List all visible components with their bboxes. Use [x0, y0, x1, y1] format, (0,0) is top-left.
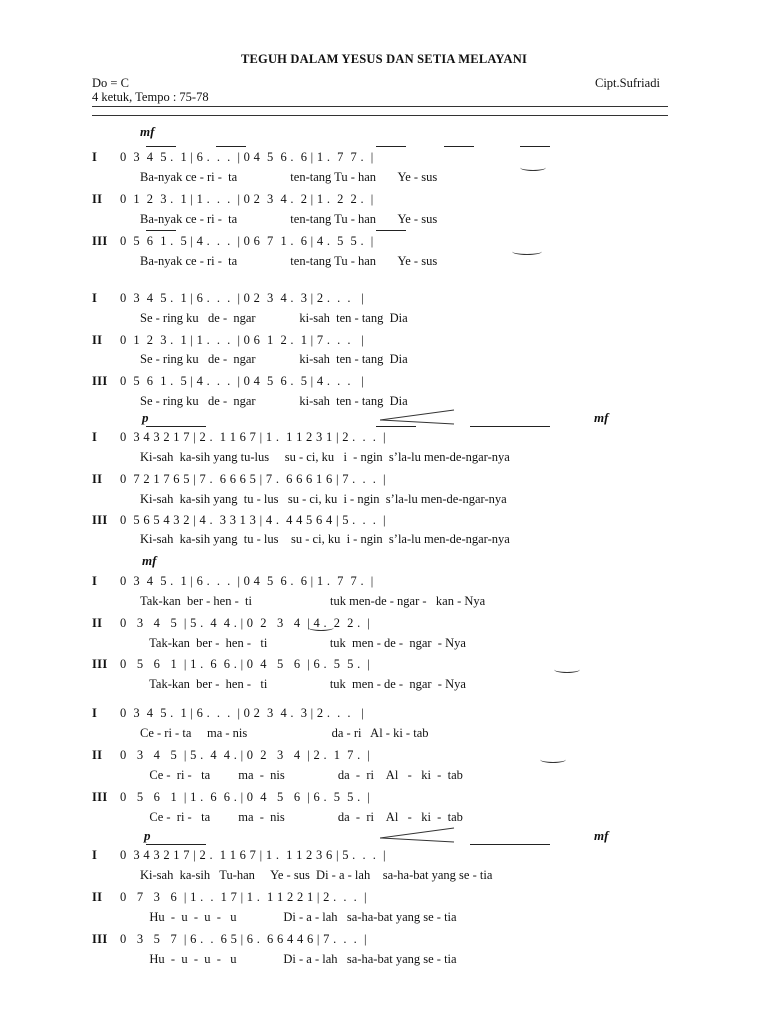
lyric-line: Tak-kan ber - hen - ti tuk men-de - ngar - kan - Nya	[140, 594, 486, 608]
beam-line	[146, 146, 176, 147]
dynamic-p: p	[144, 828, 151, 843]
dynamic-p: p	[142, 410, 149, 425]
slur-arc	[512, 248, 542, 255]
notation-row	[92, 472, 386, 487]
crescendo-hairpin	[380, 408, 456, 426]
notation-row	[92, 848, 386, 863]
slur-arc	[520, 164, 546, 171]
notation-row	[92, 192, 374, 207]
voice-label: I	[92, 291, 98, 305]
lyric-line: Se - ring ku de - ngar ki-sah ten - tang Dia	[140, 394, 408, 408]
voice-label: I	[92, 574, 98, 588]
lyric-line: Tak-kan ber - hen - ti tuk men - de - ngar - Nya	[140, 677, 466, 691]
beam-line	[470, 426, 550, 427]
dynamic-mf: mf	[142, 553, 157, 568]
dynamic-mf: mf	[594, 410, 609, 425]
dynamic-mf: mf	[594, 828, 609, 843]
beam-line	[146, 230, 176, 231]
crescendo-hairpin	[380, 826, 456, 844]
voice-label: III	[92, 657, 108, 671]
note-sequence: 0 5 6 5 4 3 2 | 4 . 3 3 1 3 | 4 . 4 4 5 6 4 | 5 . . . |	[120, 513, 386, 527]
notation-row	[92, 234, 374, 249]
lyric-line: Ki-sah ka-sih Tu-han Ye - sus Di - a - lah sa-ha-bat yang se - tia	[140, 868, 493, 882]
voice-label: I	[92, 150, 98, 164]
voice-label: II	[92, 616, 103, 630]
lyric-line: Tak-kan ber - hen - ti tuk men - de - ngar - Nya	[140, 636, 466, 650]
notation-row	[92, 430, 386, 445]
voice-label: II	[92, 192, 103, 206]
beam-line	[520, 146, 550, 147]
lyric-line: Ba-nyak ce - ri - ta ten-tang Tu - han Ye - sus	[140, 170, 438, 184]
notation-row	[92, 890, 367, 905]
note-sequence: 0 3 4 5 | 5 . 4 4 . | 0 2 3 4 | 4 . 2 2 . |	[120, 616, 371, 630]
voice-label: II	[92, 333, 103, 347]
lyric-line: Se - ring ku de - ngar ki-sah ten - tang Dia	[140, 311, 408, 325]
lyric-line: Ki-sah ka-sih yang tu-lus su - ci, ku i - ngin s’la-lu men-de-ngar-nya	[140, 450, 510, 464]
notation-row	[92, 790, 370, 805]
beam-line	[146, 426, 206, 427]
note-sequence: 0 3 4 5 . 1 | 6 . . . | 0 2 3 4 . 3 | 2 . . . |	[120, 706, 364, 720]
note-sequence: 0 3 4 3 2 1 7 | 2 . 1 1 6 7 | 1 . 1 1 2 3 6 | 5 . . . |	[120, 848, 386, 862]
beam-line	[376, 146, 406, 147]
note-sequence: 0 1 2 3 . 1 | 1 . . . | 0 2 3 4 . 2 | 1 . 2 2 . |	[120, 192, 374, 206]
lyric-line: Ba-nyak ce - ri - ta ten-tang Tu - han Ye - sus	[140, 254, 438, 268]
lyric-line: Hu - u - u - u Di - a - lah sa-ha-bat yang se - tia	[140, 952, 457, 966]
note-sequence: 0 5 6 1 | 1 . 6 6 . | 0 4 5 6 | 6 . 5 5 . |	[120, 790, 371, 804]
notation-row	[92, 657, 370, 672]
notation-row	[92, 748, 370, 763]
voice-label: III	[92, 234, 108, 248]
note-sequence: 0 5 6 1 | 1 . 6 6 . | 0 4 5 6 | 6 . 5 5 . |	[120, 657, 371, 671]
slur-arc	[540, 756, 566, 763]
beam-line	[444, 146, 474, 147]
note-sequence: 0 3 4 3 2 1 7 | 2 . 1 1 6 7 | 1 . 1 1 2 3 1 | 2 . . . |	[120, 430, 386, 444]
meter-tempo: 4 ketuk, Tempo : 75-78	[92, 90, 209, 104]
voice-label: II	[92, 472, 103, 486]
lyric-line: Ki-sah ka-sih yang tu - lus su - ci, ku i - ngin s’la-lu men-de-ngar-nya	[140, 532, 510, 546]
note-sequence: 0 5 6 1 . 5 | 4 . . . | 0 4 5 6 . 5 | 4 . . . |	[120, 374, 364, 388]
notation-row	[92, 706, 364, 721]
notation-row	[92, 291, 364, 306]
notation-row	[92, 150, 374, 165]
song-title: TEGUH DALAM YESUS DAN SETIA MELAYANI	[240, 52, 528, 66]
lyric-line: Se - ring ku de - ngar ki-sah ten - tang Dia	[140, 352, 408, 366]
lyric-line: Hu - u - u - u Di - a - lah sa-ha-bat yang se - tia	[140, 910, 457, 924]
note-sequence: 0 3 4 5 . 1 | 6 . . . | 0 4 5 6 . 6 | 1 . 7 7 . |	[120, 574, 374, 588]
lyric-line: Ce - ri - ta ma - nis da - ri Al - ki - tab	[140, 768, 463, 782]
slur-arc	[554, 666, 580, 673]
voice-label: III	[92, 790, 108, 804]
voice-label: III	[92, 513, 108, 527]
note-sequence: 0 3 5 7 | 6 . . 6 5 | 6 . 6 6 4 4 6 | 7 . . . |	[120, 932, 367, 946]
voice-label: I	[92, 430, 98, 444]
lyric-line: Ce - ri - ta ma - nis da - ri Al - ki - tab	[140, 810, 463, 824]
notation-row	[92, 333, 364, 348]
notation-row	[92, 513, 386, 528]
note-sequence: 0 7 2 1 7 6 5 | 7 . 6 6 6 5 | 7 . 6 6 6 1 6 | 7 . . . |	[120, 472, 386, 486]
composer-credit: Cipt.Sufriadi	[595, 76, 660, 90]
lyric-line: Ce - ri - ta ma - nis da - ri Al - ki - tab	[140, 726, 429, 740]
voice-label: I	[92, 848, 98, 862]
note-sequence: 0 3 4 5 | 5 . 4 4 . | 0 2 3 4 | 2 . 1 7 . |	[120, 748, 371, 762]
voice-label: II	[92, 890, 103, 904]
note-sequence: 0 5 6 1 . 5 | 4 . . . | 0 6 7 1 . 6 | 4 . 5 5 . |	[120, 234, 374, 248]
beam-line	[216, 146, 246, 147]
dynamic-mf: mf	[140, 124, 155, 139]
beam-line	[470, 844, 550, 845]
note-sequence: 0 3 4 5 . 1 | 6 . . . | 0 4 5 6 . 6 | 1 . 7 7 . |	[120, 150, 374, 164]
note-sequence: 0 3 4 5 . 1 | 6 . . . | 0 2 3 4 . 3 | 2 . . . |	[120, 291, 364, 305]
lyric-line: Ba-nyak ce - ri - ta ten-tang Tu - han Ye - sus	[140, 212, 438, 226]
header-divider	[92, 106, 668, 116]
beam-line	[146, 844, 206, 845]
voice-label: III	[92, 932, 108, 946]
notation-row	[92, 374, 364, 389]
beam-line	[376, 230, 406, 231]
beam-line	[376, 426, 416, 427]
key-signature: Do = C	[92, 76, 129, 90]
notation-row	[92, 574, 374, 589]
slur-arc	[308, 624, 334, 631]
voice-label: III	[92, 374, 108, 388]
voice-label: I	[92, 706, 98, 720]
notation-row	[92, 932, 367, 947]
note-sequence: 0 7 3 6 | 1 . . 1 7 | 1 . 1 1 2 2 1 | 2 . . . |	[120, 890, 367, 904]
note-sequence: 0 1 2 3 . 1 | 1 . . . | 0 6 1 2 . 1 | 7 . . . |	[120, 333, 364, 347]
lyric-line: Ki-sah ka-sih yang tu - lus su - ci, ku i - ngin s’la-lu men-de-ngar-nya	[140, 492, 507, 506]
voice-label: II	[92, 748, 103, 762]
